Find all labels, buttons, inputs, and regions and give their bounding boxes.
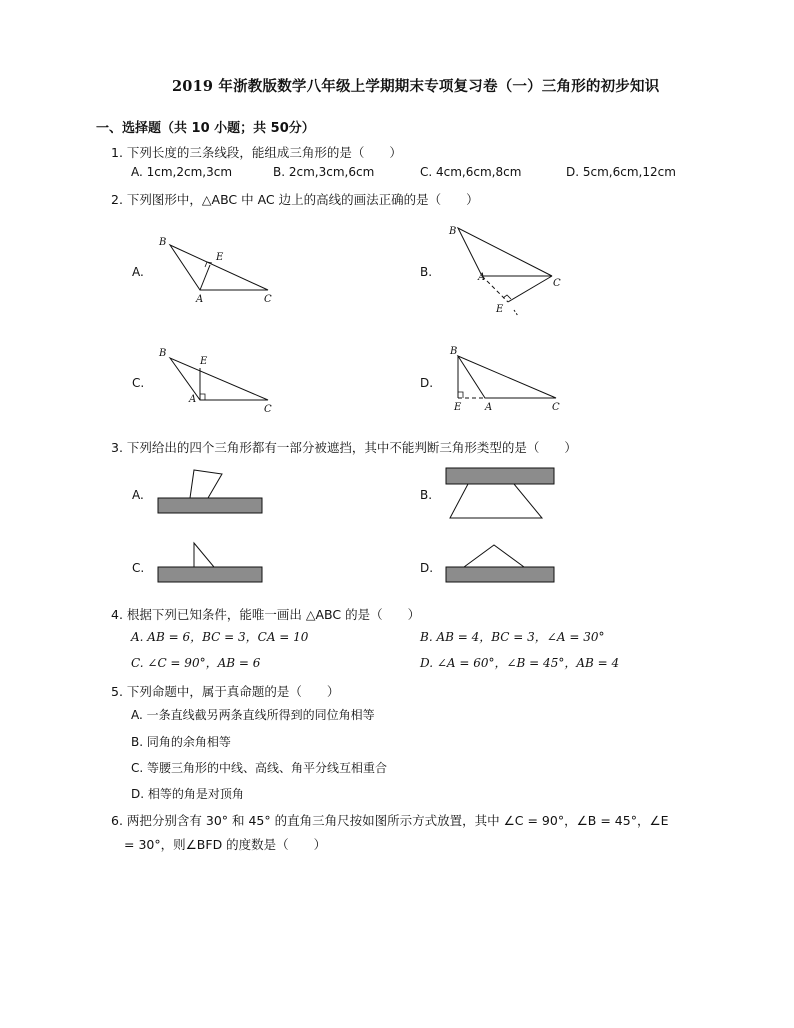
question-3-figure-b <box>440 460 560 525</box>
question-1-option-a: A. 1cm,2cm,3cm <box>131 165 233 179</box>
point-label-a: A <box>196 294 204 305</box>
point-label-e: E <box>496 304 504 315</box>
question-2-stem: 2. 下列图形中，△ABC 中 AC 边上的高线的画法正确的是（ ） <box>111 192 479 207</box>
point-label-a: A <box>189 394 197 405</box>
question-3-figure-d <box>440 535 560 590</box>
point-label-b: B <box>159 348 167 359</box>
point-label-b: B <box>450 346 458 357</box>
question-3-label-d: D. <box>420 561 434 575</box>
cover-bar <box>158 498 262 513</box>
point-label-e: E <box>216 252 224 263</box>
question-3-label-b: B. <box>420 488 433 502</box>
question-1-stem: 1. 下列长度的三条线段，能组成三角形的是（ ） <box>111 145 402 160</box>
point-label-b: B <box>159 237 167 248</box>
section-heading: 一、选择题（共 10 小题；共 50分） <box>96 121 315 136</box>
point-label-b: B <box>449 226 457 237</box>
question-4-stem: 4. 根据下列已知条件，能唯一画出 △ABC 的是（ ） <box>111 607 421 622</box>
question-2-figure-b <box>440 222 580 322</box>
question-2-figure-c <box>150 340 290 420</box>
point-label-c: C <box>264 294 272 305</box>
question-4-option-c: C. ∠C = 90°，AB = 6 <box>131 656 261 670</box>
question-1-option-b: B. 2cm,3cm,6cm <box>273 165 375 179</box>
question-5-option-c: C. 等腰三角形的中线、高线、角平分线互相重合 <box>131 761 388 775</box>
question-2-label-b: B. <box>420 265 433 279</box>
point-label-c: C <box>264 404 272 415</box>
question-2-label-c: C. <box>132 376 145 390</box>
point-label-e: E <box>200 356 208 367</box>
question-5-option-a: A. 一条直线截另两条直线所得到的同位角相等 <box>131 708 375 722</box>
point-label-a: A <box>478 272 486 283</box>
point-label-e: E <box>454 402 462 413</box>
question-5-stem: 5. 下列命题中，属于真命题的是（ ） <box>111 684 340 699</box>
cover-bar <box>158 567 262 582</box>
question-3-figure-c <box>150 535 270 590</box>
question-3-label-a: A. <box>132 488 144 502</box>
cover-bar <box>446 567 554 582</box>
question-4-option-d: D. ∠A = 60°，∠B = 45°，AB = 4 <box>420 656 620 670</box>
question-3-figure-a <box>150 460 270 525</box>
question-2-label-d: D. <box>420 376 434 390</box>
question-3-stem: 3. 下列给出的四个三角形都有一部分被遮挡，其中不能判断三角形类型的是（ ） <box>111 440 577 455</box>
question-1-option-d: D. 5cm,6cm,12cm <box>566 165 676 179</box>
page-title: 2019 年浙教版数学八年级上学期期末专项复习卷（一）三角形的初步知识 <box>172 78 660 95</box>
question-6-stem-line-1: 6. 两把分别含有 30° 和 45° 的直角三角尺按如图所示方式放置，其中 ∠C = 90°，∠B = 45°，∠E <box>111 813 669 828</box>
question-2-figure-a <box>150 230 290 310</box>
question-4-option-a: A. AB = 6，BC = 3，CA = 10 <box>131 630 309 644</box>
question-1-option-c: C. 4cm,6cm,8cm <box>420 165 522 179</box>
question-4-option-b: B. AB = 4，BC = 3，∠A = 30° <box>420 630 605 644</box>
question-6-stem-line-2: = 30°，则∠BFD 的度数是（ ） <box>124 837 327 852</box>
question-5-option-b: B. 同角的余角相等 <box>131 735 231 749</box>
question-5-option-d: D. 相等的角是对顶角 <box>131 787 244 801</box>
question-2-figure-d <box>440 340 580 420</box>
point-label-c: C <box>553 278 561 289</box>
point-label-a: A <box>485 402 493 413</box>
point-label-c: C <box>552 402 560 413</box>
question-3-label-c: C. <box>132 561 145 575</box>
question-2-label-a: A. <box>132 265 144 279</box>
cover-bar <box>446 468 554 484</box>
